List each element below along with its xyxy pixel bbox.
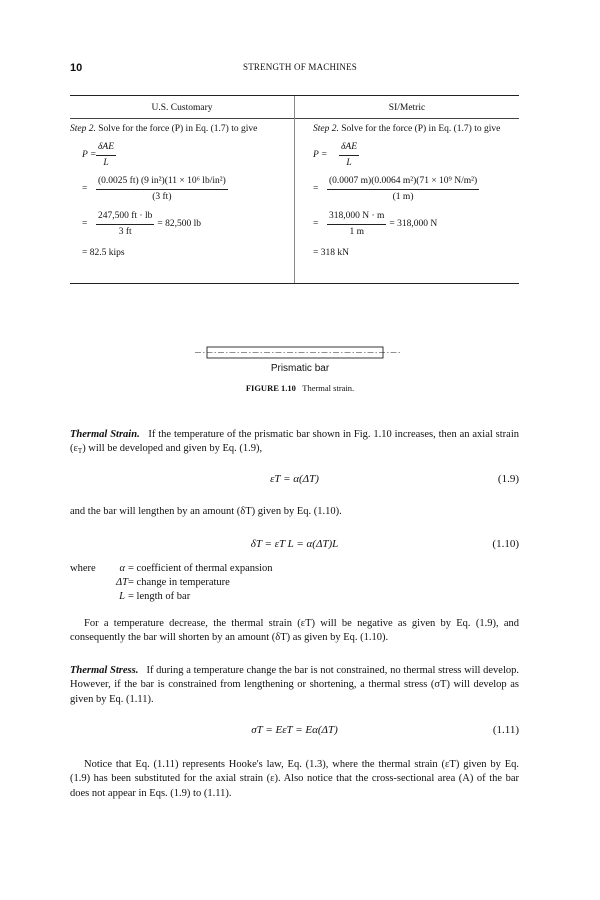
us-lhs: P = — [82, 150, 97, 161]
si-f2-num: (0.0007 m)(0.0064 m²)(71 × 10⁹ N/m²) — [327, 175, 479, 190]
equation-1-10 — [70, 537, 519, 553]
si-step-text: Solve for the force (P) in Eq. (1.7) to give — [341, 124, 501, 134]
us-f3-den: 3 ft — [118, 227, 132, 237]
us-f3-result: = 82,500 lb — [157, 219, 201, 230]
thermal-stress-text: If during a temperature change the bar is not constrained, no thermal stress will develop. However, if the bar is constrained from lengthening or shortening, a thermal stress (σT) will develop as given by Eq. (1.11). — [70, 665, 519, 705]
si-step — [313, 123, 527, 135]
hookes-law-paragraph: Notice that Eq. (1.11) represents Hooke's law, Eq. (1.3), where the thermal strain (εT) given by Eq. (1.9) has been substituted for the axial strain (ε). Also notice that the cross-sectional area (A) of the bar does not appear in Eqs. (1.9) to (1.11). — [70, 759, 519, 799]
si-column — [313, 123, 527, 259]
si-f1-den: L — [346, 157, 352, 168]
where-definition: = length of bar — [128, 590, 191, 602]
us-fraction-1 — [96, 141, 116, 169]
thermal-stress-heading: Thermal Stress. — [70, 665, 139, 676]
si-final: = 318 kN — [313, 247, 349, 258]
figure-caption — [0, 383, 600, 394]
where-symbol: α — [119, 563, 125, 574]
where-symbol: ΔT — [116, 576, 129, 588]
si-f3-den: 1 m — [349, 227, 364, 237]
thermal-stress-paragraph — [70, 664, 519, 707]
us-f3-num: 247,500 ft · lb — [96, 210, 154, 225]
table-column-divider — [294, 96, 295, 283]
si-fraction-2 — [327, 175, 479, 203]
si-f2-den: (1 m) — [392, 191, 414, 202]
us-f2-num: (0.0025 ft) (9 in²)(11 × 10⁶ lb/in²) — [96, 175, 228, 190]
where-list — [70, 562, 273, 604]
us-column — [70, 123, 284, 259]
thermal-strain-sub: T — [77, 447, 83, 456]
equation-1-10-number: (1.10) — [492, 538, 519, 550]
figure-caption-label: FIGURE 1.10 — [245, 383, 296, 393]
figure-caption-text: Thermal strain. — [302, 383, 355, 393]
calculation-table — [70, 95, 519, 284]
page-number: 10 — [70, 62, 83, 74]
si-fraction-3 — [327, 210, 386, 238]
si-eq-3: = $\frac{318,000 N \cdot m}{1 m}$ = 318,000 N — [313, 211, 438, 237]
thermal-strain-text-b: ) will be developed and given by Eq. (1.9), — [82, 443, 263, 455]
si-lhs: P = — [313, 150, 328, 161]
equation-1-10-expr: δT = εT L = α(ΔT)L — [250, 538, 339, 550]
us-final: = 82.5 kips — [82, 247, 125, 258]
si-eq-1 — [313, 141, 527, 169]
equation-1-9-expr: εT = α(ΔT) — [270, 473, 319, 485]
where-word: where — [70, 563, 96, 574]
running-head: STRENGTH OF MACHINES — [242, 62, 357, 72]
where-definition: = change in temperature — [128, 576, 230, 588]
us-f1-den: L — [103, 157, 109, 168]
si-f1-num: δAE — [339, 141, 359, 156]
us-fraction-2 — [96, 175, 228, 203]
equation-1-11-expr: σT = EεT = Eα(ΔT) — [251, 724, 338, 736]
us-eq-2: = $\frac{\text{(0.0025 ft) (9 in²)(11 × 10⁶ lb/in²)}}{(3 ft)}$ — [82, 176, 226, 202]
si-eq-2: = $\frac{\text{(0.0007 m)(0.0064 m²)(71 × 10⁹ N/m²)}}{(1 m)}$ — [313, 176, 478, 202]
us-step-text: Solve for the force (P) in Eq. (1.7) to give — [98, 124, 258, 134]
equation-1-9 — [70, 472, 519, 488]
equation-1-11 — [70, 723, 519, 739]
equation-1-9-number: (1.9) — [497, 473, 519, 485]
where-row-delta-t — [70, 576, 273, 590]
bar-label: Prismatic bar — [270, 363, 330, 374]
us-eq-3: = $\frac{247,500 ft \cdot lb}{3 ft}$ = 82,500 lb — [82, 211, 201, 237]
us-f2-den: (3 ft) — [152, 191, 172, 202]
figure-prismatic-bar — [195, 344, 405, 384]
us-step — [70, 123, 284, 135]
us-step-label: Step 2. — [70, 124, 96, 134]
temperature-decrease-paragraph: For a temperature decrease, the thermal strain (εT) will be negative as given by Eq. (1.9), and consequently the bar will shorten by an amount (δT) as given by Eq. (1.10). — [70, 618, 519, 644]
us-customary-heading: U.S. Customary — [151, 103, 213, 113]
thermal-strain-paragraph — [70, 428, 519, 457]
si-metric-heading: SI/Metric — [388, 103, 426, 113]
si-step-label: Step 2. — [313, 124, 339, 134]
where-definition: = coefficient of thermal expansion — [128, 563, 273, 574]
where-row-length — [70, 590, 273, 604]
si-f3-result: = 318,000 N — [389, 219, 438, 230]
us-fraction-3 — [96, 210, 154, 238]
where-symbol: L — [119, 590, 125, 602]
where-row-alpha — [70, 562, 273, 576]
lengthen-paragraph: and the bar will lengthen by an amount (δT) given by Eq. (1.10). — [70, 506, 342, 517]
si-f3-num: 318,000 N · m — [327, 210, 386, 225]
thermal-strain-heading: Thermal Strain. — [70, 429, 140, 440]
us-eq-1 — [70, 141, 284, 169]
equation-1-11-number: (1.11) — [492, 724, 519, 736]
thermal-strain-text-a: If the temperature of the prismatic bar shown in Fig. 1.10 increases, then an axial strain (ε — [70, 429, 520, 455]
si-fraction-1 — [339, 141, 359, 169]
us-f1-num: δAE — [96, 141, 116, 156]
